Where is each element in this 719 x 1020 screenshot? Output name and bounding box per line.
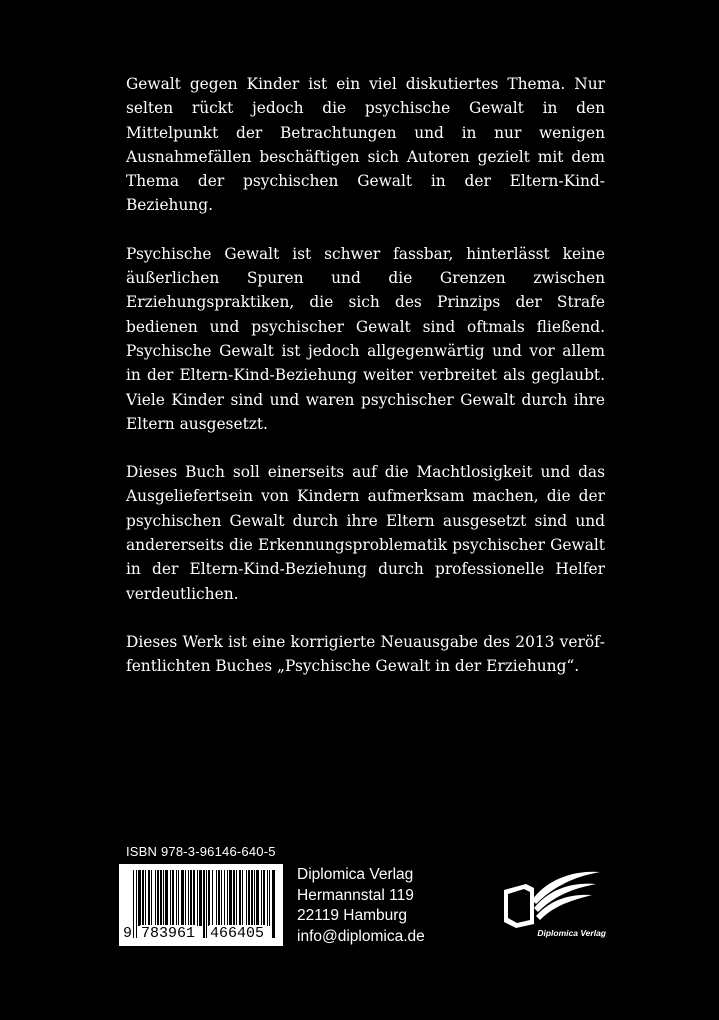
publisher-city: 22119 Hamburg bbox=[297, 907, 408, 924]
barcode-digits-left: 783961 bbox=[141, 925, 196, 942]
blurb-paragraph-4: Dieses Werk ist eine korrigierte Neuausgabe des 2013 veröffentlichten Buches „Psychische Gewalt in der Erziehung“. bbox=[126, 632, 605, 676]
publisher-address bbox=[297, 865, 425, 947]
blurb-paragraph-3: Dieses Buch soll einerseits auf die Machtlosigkeit und das Ausgeliefertsein von Kindern aufmerksam machen, die der psychischen Gewalt durch ihre Eltern ausgesetzt sind und andererseits die Erkennungsproblematik psychischer Gewalt in der Eltern-Kind-Beziehung durch professionelle Helfer verdeutlichen. bbox=[126, 463, 605, 603]
blurb-paragraph-2: Psychische Gewalt ist schwer fassbar, hinterlässt keine äußerlichen Spuren und die Grenzen zwischen Erziehungspraktiken, die sich des Prinzips der Strafe bedienen und psychischer Gewalt sind oftmals fließend. Psychische Gewalt ist jedoch allgegenwärtig und vor allem in der Eltern-Kind-Beziehung weiter verbreitet als geglaubt. Viele Kinder sind und waren psychischer Gewalt durch ihre Eltern ausgesetzt. bbox=[126, 244, 605, 433]
logo-wordmark: Diplomica Verlag bbox=[537, 928, 606, 938]
blurb-paragraph-1: Gewalt gegen Kinder ist ein viel diskutiertes Thema. Nur selten rückt jedoch die psychische Gewalt in den Mittelpunkt der Betrachtungen und in nur wenigen Ausnahmefällen beschäftigen sich Autoren gezielt mit dem Thema der psychischen Gewalt in der Eltern-Kind-Beziehung. bbox=[126, 75, 605, 215]
barcode-digit-prefix: 9 bbox=[123, 925, 133, 942]
publisher-email: info@diplomica.de bbox=[297, 927, 425, 945]
barcode-digits-right: 466405 bbox=[210, 925, 265, 942]
isbn-label: ISBN 978-3-96146-640-5 bbox=[126, 844, 276, 859]
barcode bbox=[119, 864, 283, 946]
publisher-street: Hermannstal 119 bbox=[297, 886, 414, 904]
publisher-name: Diplomica Verlag bbox=[297, 866, 414, 883]
barcode-digits bbox=[119, 924, 283, 946]
blurb-text bbox=[126, 72, 605, 703]
